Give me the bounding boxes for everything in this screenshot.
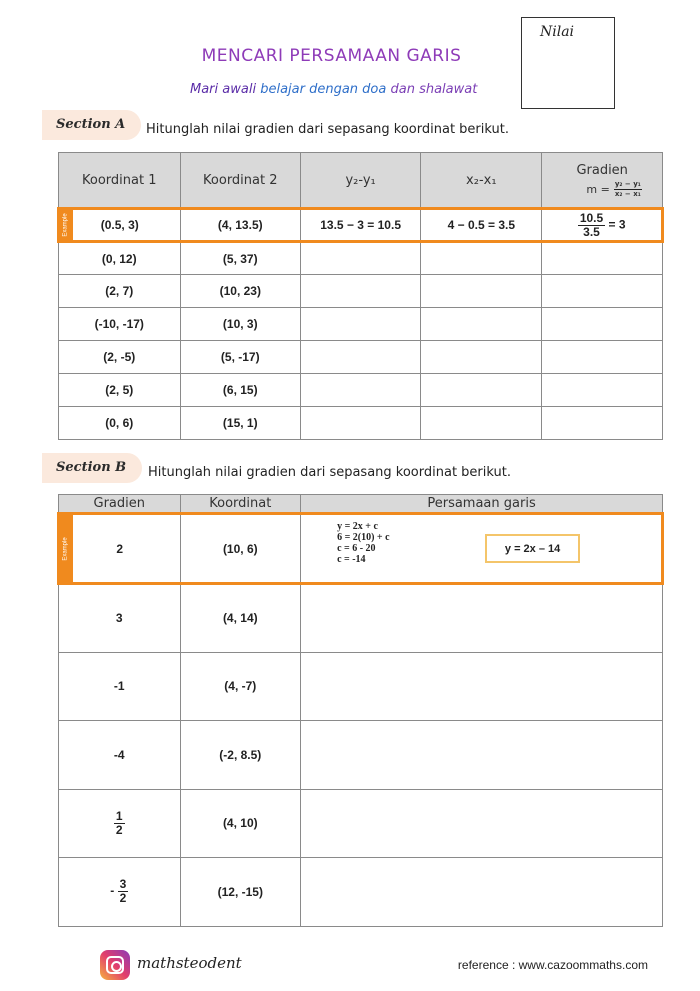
gradien-fraction: $\frac{1}{2}$ <box>115 808 123 837</box>
formula-fraction <box>614 180 642 199</box>
row-k1: (2, -5) <box>59 341 181 374</box>
section-b-table <box>57 494 664 927</box>
footer-handle: mathsteodent <box>137 954 242 972</box>
row-k1: (2, 7) <box>59 275 181 308</box>
header-dx: x₂-x₁ <box>421 153 542 209</box>
formula-m: m = <box>586 183 610 196</box>
table-row <box>59 374 663 407</box>
header-persamaan: Persamaan garis <box>301 495 663 514</box>
answer-cell[interactable] <box>421 242 542 275</box>
subtitle-part-3: dan shalawat <box>390 82 478 97</box>
answer-cell[interactable] <box>542 374 663 407</box>
row-k1: (0, 12) <box>59 242 181 275</box>
row-k2: (15, 1) <box>180 407 301 440</box>
answer-cell[interactable] <box>542 275 663 308</box>
header-koordinat: Koordinat <box>180 495 301 514</box>
answer-cell[interactable] <box>301 341 421 374</box>
answer-cell[interactable] <box>421 275 542 308</box>
page-title: MENCARI PERSAMAAN GARIS <box>201 46 462 66</box>
subtitle-part-2: belajar dengan doa <box>260 82 387 97</box>
answer-cell[interactable] <box>301 407 421 440</box>
answer-cell[interactable] <box>301 652 663 721</box>
example-persamaan <box>301 514 663 584</box>
row-k2: (10, 23) <box>180 275 301 308</box>
row-koordinat: (4, 14) <box>180 584 301 653</box>
page-subtitle <box>190 82 477 97</box>
gradien-sign: - <box>110 883 115 898</box>
example-answer-box: y = 2x – 14 <box>485 534 580 563</box>
example-gradien <box>542 209 663 242</box>
row-gradien <box>59 858 181 927</box>
row-k1: (-10, -17) <box>59 308 181 341</box>
answer-cell[interactable] <box>421 374 542 407</box>
header-dy: y₂-y₁ <box>301 153 421 209</box>
header-gradien: Gradien <box>59 495 181 514</box>
example-tab: Example <box>59 209 73 241</box>
gradien-formula <box>586 180 662 199</box>
header-gradien <box>542 153 663 209</box>
table-row <box>59 721 663 790</box>
example-k2: (4, 13.5) <box>180 209 301 242</box>
table-row <box>59 584 663 653</box>
answer-cell[interactable] <box>421 341 542 374</box>
example-tab: Example <box>59 514 73 583</box>
row-koordinat: (12, -15) <box>180 858 301 927</box>
answer-cell[interactable] <box>301 789 663 858</box>
table-header-row <box>59 495 663 514</box>
answer-cell[interactable] <box>301 721 663 790</box>
example-row <box>59 514 663 584</box>
table-row <box>59 789 663 858</box>
row-koordinat: (4, 10) <box>180 789 301 858</box>
row-k2: (5, -17) <box>180 341 301 374</box>
section-a-tag: Section A <box>42 110 141 140</box>
example-dy: 13.5 − 3 = 10.5 <box>301 209 421 242</box>
gradien-label: Gradien <box>576 163 628 178</box>
table-header-row <box>59 153 663 209</box>
answer-cell[interactable] <box>301 242 421 275</box>
answer-cell[interactable] <box>301 374 421 407</box>
answer-cell[interactable] <box>301 858 663 927</box>
header-koordinat-1: Koordinat 1 <box>59 153 181 209</box>
row-k2: (5, 37) <box>180 242 301 275</box>
row-gradien: -1 <box>59 652 181 721</box>
gradien-fraction: $\frac{3}{2}$ <box>119 877 127 906</box>
example-working: y = 2x + c 6 = 2(10) + c c = 6 - 20 c = -14 <box>337 521 390 565</box>
example-result: = 3 <box>608 217 626 232</box>
table-row <box>59 275 663 308</box>
row-k1: (0, 6) <box>59 407 181 440</box>
example-row <box>59 209 663 242</box>
row-gradien <box>59 789 181 858</box>
section-a-table <box>57 152 664 440</box>
table-row <box>59 652 663 721</box>
row-k2: (6, 15) <box>180 374 301 407</box>
answer-cell[interactable] <box>542 341 663 374</box>
answer-cell[interactable] <box>421 308 542 341</box>
answer-cell[interactable] <box>542 407 663 440</box>
instagram-icon[interactable] <box>100 950 130 980</box>
formula-numerator: y₂ − y₁ <box>614 180 641 188</box>
example-fraction: $\frac{10.5}{3.5}$ <box>579 210 604 239</box>
table-row <box>59 407 663 440</box>
table-row <box>59 858 663 927</box>
example-dx: 4 − 0.5 = 3.5 <box>421 209 542 242</box>
formula-denominator: x₂ − x₁ <box>614 190 641 198</box>
example-k1: Example (0.5, 3) <box>59 209 181 242</box>
row-k1: (2, 5) <box>59 374 181 407</box>
section-b-instruction: Hitunglah nilai gradien dari sepasang koordinat berikut. <box>148 465 511 480</box>
table-row <box>59 242 663 275</box>
header-koordinat-2: Koordinat 2 <box>180 153 301 209</box>
answer-cell[interactable] <box>542 308 663 341</box>
subtitle-part-1: Mari awali <box>190 82 257 97</box>
answer-cell[interactable] <box>301 275 421 308</box>
table-row <box>59 308 663 341</box>
answer-cell[interactable] <box>301 584 663 653</box>
answer-cell[interactable] <box>542 242 663 275</box>
row-koordinat: (-2, 8.5) <box>180 721 301 790</box>
answer-cell[interactable] <box>301 308 421 341</box>
example-koordinat: (10, 6) <box>180 514 301 584</box>
row-k2: (10, 3) <box>180 308 301 341</box>
row-gradien: -4 <box>59 721 181 790</box>
nilai-label: Nilai <box>540 24 575 40</box>
section-b-tag: Section B <box>42 453 142 483</box>
answer-cell[interactable] <box>421 407 542 440</box>
row-koordinat: (4, -7) <box>180 652 301 721</box>
table-row <box>59 341 663 374</box>
example-gradien: Example 2 <box>59 514 181 584</box>
section-a-instruction: Hitunglah nilai gradien dari sepasang koordinat berikut. <box>146 122 509 137</box>
footer-reference: reference : www.cazoommaths.com <box>457 958 648 972</box>
row-gradien: 3 <box>59 584 181 653</box>
